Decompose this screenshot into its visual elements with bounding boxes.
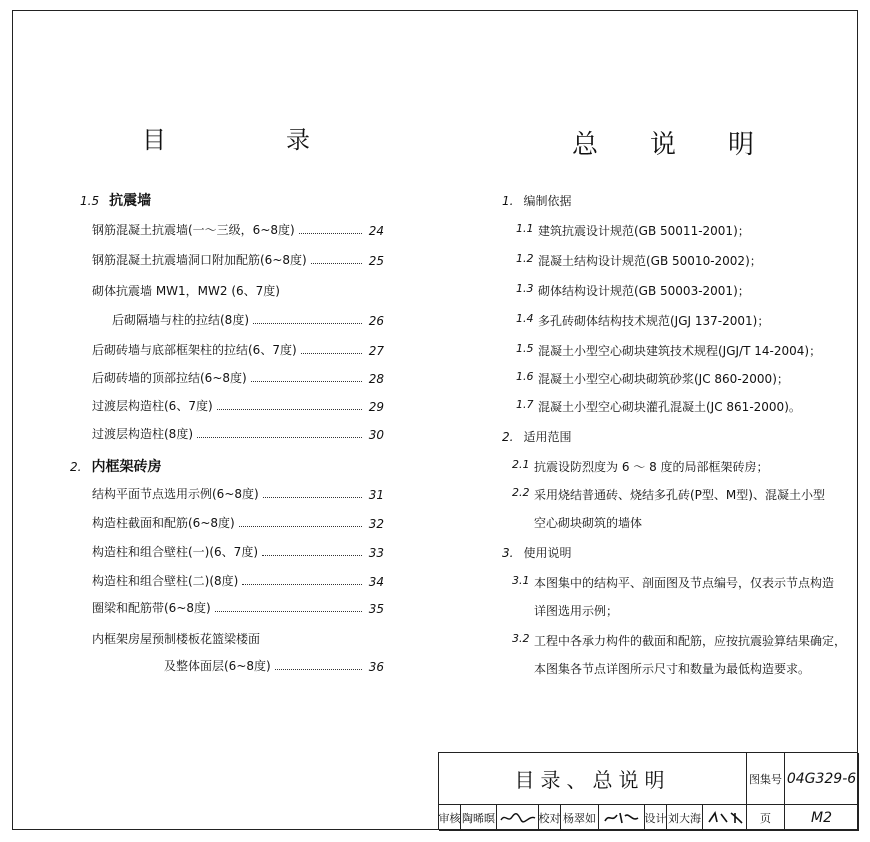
toc-entry-text: 后砌砖墙与底部框架柱的拉结(6、7度) [92, 343, 297, 357]
toc-group-label: 内框架房屋预制楼板花篮梁楼面 [92, 632, 261, 646]
toc-entry-page: 29 [368, 400, 384, 414]
leader-dots [215, 611, 362, 612]
note-text: 建筑抗震设计规范(GB 50011-2001)； [538, 224, 750, 238]
toc-entry-text: 钢筋混凝土抗震墙(一～三级，6~8度) [92, 223, 295, 237]
leader-dots [242, 584, 362, 585]
toc-entry-text: 结构平面节点选用示例(6~8度) [92, 487, 259, 501]
heading-number: 3. [502, 546, 514, 560]
heading-label: 使用说明 [523, 546, 572, 560]
toc-entry[interactable] [92, 398, 384, 414]
note-number: 3.2 [512, 632, 530, 645]
toc-entry-text: 构造柱和组合壁柱(一)(6、7度) [92, 545, 258, 559]
toc-entry-page: 27 [368, 344, 384, 358]
notes-title: 总 说 明 [572, 130, 755, 160]
toc-entry[interactable] [92, 426, 384, 442]
note-text: 采用烧结普通砖、烧结多孔砖(P型、M型)、混凝土小型 [534, 488, 825, 502]
note-text: 混凝土小型空心砌块建筑技术规程(JGJ/T 14-2004)； [538, 344, 822, 358]
toc-entry-page: 26 [368, 314, 384, 328]
toc-entry[interactable] [92, 544, 384, 560]
design-label: 设计 [645, 805, 667, 831]
signature-mark [499, 811, 537, 825]
toc-entry-page: 31 [368, 488, 384, 502]
toc-entry-page: 25 [368, 254, 384, 268]
checker-name: 杨翠如 [561, 805, 599, 831]
checker-signature [599, 805, 645, 831]
note-continuation: 本图集各节点详图所示尺寸和数量为最低构造要求。 [534, 662, 811, 676]
note-continuation: 详图选用示例； [534, 604, 619, 618]
toc-entry-text: 过渡层构造柱(8度) [92, 427, 193, 441]
heading-label: 编制依据 [523, 194, 572, 208]
toc-section-1-5 [80, 190, 151, 210]
leader-dots [251, 381, 362, 382]
toc-entry[interactable] [92, 600, 384, 616]
note-text: 工程中各承力构件的截面和配筋，应按抗震验算结果确定， [534, 634, 847, 648]
section-label: 内框架砖房 [91, 459, 162, 475]
leader-dots [262, 555, 362, 556]
atlas-number-label: 图集号 [747, 753, 785, 805]
note-number: 1.2 [516, 252, 534, 265]
page-label: 页 [747, 805, 785, 831]
toc-entry[interactable] [164, 658, 384, 674]
note-number: 1.6 [516, 370, 534, 383]
toc-entry-page: 35 [368, 602, 384, 616]
notes-heading-2 [502, 428, 571, 445]
leader-dots [197, 437, 362, 438]
toc-entry[interactable] [112, 312, 384, 328]
designer-signature [703, 805, 747, 831]
note-number: 2.1 [512, 458, 530, 471]
signature-mark [602, 810, 642, 826]
notes-heading-1 [502, 192, 571, 209]
note-continuation: 空心砌块砌筑的墙体 [534, 516, 643, 530]
notes-heading-3 [502, 544, 571, 561]
review-label: 审核 [439, 805, 461, 831]
signature-mark [705, 810, 745, 826]
note-number: 1.1 [516, 222, 534, 235]
leader-dots [275, 669, 362, 670]
toc-entry-page: 24 [368, 224, 384, 238]
section-number: 2. [70, 460, 82, 474]
toc-entry-text: 及整体面层(6~8度) [164, 659, 271, 673]
note-number: 1.3 [516, 282, 534, 295]
toc-section-2 [70, 456, 161, 476]
atlas-number-value: 04G329-6 [785, 753, 859, 805]
note-number: 3.1 [512, 574, 530, 587]
toc-entry[interactable] [92, 342, 384, 358]
toc-entry-text: 过渡层构造柱(6、7度) [92, 399, 213, 413]
toc-entry-text: 后砌砖墙的顶部拉结(6~8度) [92, 371, 247, 385]
note-text: 抗震设防烈度为 6 ～ 8 度的局部框架砖房； [534, 460, 769, 474]
check-label: 校对 [539, 805, 561, 831]
note-number: 1.4 [516, 312, 534, 325]
toc-entry[interactable] [92, 573, 384, 589]
toc-entry-text: 圈梁和配筋带(6~8度) [92, 601, 211, 615]
leader-dots [217, 409, 362, 410]
leader-dots [299, 233, 362, 234]
note-text: 混凝土小型空心砌块砌筑砂浆(JC 860-2000)； [538, 372, 789, 386]
note-text: 本图集中的结构平、剖面图及节点编号，仅表示节点构造 [534, 576, 835, 590]
note-number: 1.7 [516, 398, 534, 411]
toc-entry[interactable] [92, 486, 384, 502]
note-text: 砌体结构设计规范(GB 50003-2001)； [538, 284, 750, 298]
toc-entry-page: 34 [368, 575, 384, 589]
section-label: 抗震墙 [109, 193, 152, 209]
toc-entry-page: 28 [368, 372, 384, 386]
page-value: M2 [785, 805, 859, 831]
leader-dots [311, 263, 362, 264]
title-block-title: 目录、总说明 [439, 753, 747, 805]
toc-entry-text: 后砌隔墙与柱的拉结(8度) [112, 313, 249, 327]
toc-entry-page: 32 [368, 517, 384, 531]
leader-dots [301, 353, 362, 354]
note-text: 多孔砖砌体结构技术规范(JGJ 137-2001)； [538, 314, 770, 328]
toc-entry-page: 36 [368, 660, 384, 674]
reviewer-name: 陶晞暝 [461, 805, 497, 831]
toc-entry[interactable] [92, 222, 384, 238]
leader-dots [239, 526, 362, 527]
toc-entry-text: 钢筋混凝土抗震墙洞口附加配筋(6~8度) [92, 253, 307, 267]
note-text: 混凝土结构设计规范(GB 50010-2002)； [538, 254, 762, 268]
leader-dots [263, 497, 362, 498]
heading-number: 1. [502, 194, 514, 208]
note-number: 2.2 [512, 486, 530, 499]
toc-title: 目 录 [142, 126, 310, 154]
toc-entry-text: 构造柱截面和配筋(6~8度) [92, 516, 235, 530]
toc-entry-text: 构造柱和组合壁柱(二)(8度) [92, 574, 239, 588]
reviewer-signature [497, 805, 539, 831]
section-number: 1.5 [80, 194, 100, 208]
toc-entry[interactable] [92, 370, 384, 386]
toc-entry-page: 30 [368, 428, 384, 442]
heading-number: 2. [502, 430, 514, 444]
note-number: 1.5 [516, 342, 534, 355]
heading-label: 适用范围 [523, 430, 572, 444]
toc-entry-page: 33 [368, 546, 384, 560]
designer-name: 刘大海 [667, 805, 703, 831]
toc-group-label: 砌体抗震墙 MW1，MW2 (6、7度) [92, 284, 280, 298]
title-block [438, 752, 858, 830]
toc-entry[interactable] [92, 252, 384, 268]
toc-entry[interactable] [92, 515, 384, 531]
note-text: 混凝土小型空心砌块灌孔混凝土(JC 861-2000)。 [538, 400, 801, 414]
leader-dots [253, 323, 362, 324]
